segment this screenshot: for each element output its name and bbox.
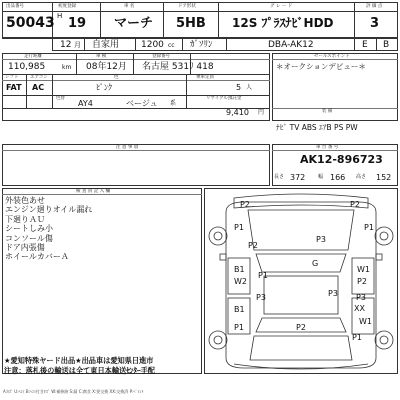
model-name: マーチ bbox=[114, 16, 154, 31]
damage-mark: B1 bbox=[234, 305, 245, 314]
year: 19 bbox=[68, 16, 87, 31]
mileage-label: 走行距離 bbox=[24, 54, 42, 59]
length: 372 bbox=[290, 173, 306, 182]
lot-label: 出品番号 bbox=[6, 4, 24, 9]
displacement: 1200 bbox=[141, 40, 164, 50]
damage-mark: P2 bbox=[248, 241, 258, 250]
damage-mark: P1 bbox=[234, 223, 244, 232]
chassis-title: 車 台 番 号 bbox=[316, 145, 339, 150]
damage-mark: P2 bbox=[350, 200, 360, 209]
grade-interior: B bbox=[383, 40, 390, 50]
damage-mark: P3 bbox=[356, 293, 366, 302]
ac: AC bbox=[32, 83, 45, 92]
inspection-line: コンソール傷 bbox=[5, 233, 53, 243]
damage-mark: P3 bbox=[316, 235, 326, 244]
inspection-notes bbox=[5, 196, 92, 262]
month: 12 bbox=[60, 40, 72, 50]
use-type: 自家用 bbox=[92, 40, 120, 50]
height-label: 高さ bbox=[356, 174, 367, 180]
inspection-line: ホイールカバーＡ bbox=[5, 252, 69, 262]
model-label: 車 名 bbox=[124, 4, 135, 9]
equipment: ﾅﾋﾞ TV ABS ｴｱB PS PW bbox=[276, 123, 358, 132]
length-label: 長さ bbox=[274, 174, 285, 180]
damage-mark: P1 bbox=[352, 333, 362, 342]
lot-number: 50043 bbox=[6, 15, 55, 31]
color-code: AY4 bbox=[78, 99, 93, 108]
damage-mark: W1 bbox=[359, 317, 372, 326]
mileage: 110,985 bbox=[8, 62, 46, 72]
recycle-unit: 円 bbox=[258, 109, 265, 116]
damage-mark: P2 bbox=[296, 323, 306, 332]
month-unit: 月 bbox=[74, 41, 81, 49]
seats: 5 bbox=[236, 83, 242, 92]
shaken-label: 車 検 bbox=[96, 54, 107, 59]
door-type: 5HB bbox=[176, 16, 206, 31]
plate-number: 名古屋 531ﾘ 418 bbox=[142, 62, 214, 72]
grade-exterior: E bbox=[362, 40, 368, 50]
damage-mark: W1 bbox=[357, 265, 370, 274]
colorno-label: 色替 bbox=[56, 96, 65, 101]
door-label: ドア形状 bbox=[178, 4, 196, 9]
pref-label: 登録番号 bbox=[152, 54, 170, 59]
recycle-fee: 9,410 bbox=[226, 108, 249, 117]
damage-mark: XX bbox=[354, 304, 365, 313]
interior-unit: 系 bbox=[170, 100, 177, 107]
seats-unit: 人 bbox=[246, 84, 253, 91]
fuel: ｶﾞｿﾘﾝ bbox=[190, 40, 213, 50]
damage-mark: P3 bbox=[256, 293, 266, 302]
inspection-line: 下廻りＡＵ bbox=[5, 214, 45, 224]
year-label: 初度登録 bbox=[58, 4, 76, 9]
score-label: 評 価 点 bbox=[366, 4, 383, 9]
color-label: 色 bbox=[114, 75, 119, 80]
inspection-line: エンジン廻りオイル漏れ bbox=[5, 205, 93, 215]
height: 152 bbox=[376, 173, 392, 182]
score: 3 bbox=[370, 16, 380, 31]
damage-mark: P1 bbox=[234, 323, 244, 332]
notes-title: 注 意 事 項 bbox=[116, 145, 139, 150]
displacement-unit: cc bbox=[168, 42, 175, 49]
color: ﾋﾟﾝｸ bbox=[96, 83, 112, 92]
damage-mark: P1 bbox=[364, 223, 374, 232]
grade-label: グ レ ー ド bbox=[270, 4, 293, 9]
legend-text: A:ｷｽﾞ U:ﾍｺﾐ B:ﾍｺﾐ付きｷｽﾞ W:補修跡 S:錆 C:腐食 X:要交換 XX:交換済 P:ﾍﾟｲﾝﾄ bbox=[3, 389, 144, 394]
damage-mark: G bbox=[312, 259, 319, 268]
width-label: 幅 bbox=[318, 174, 324, 180]
inspection-line: シートしみ小 bbox=[5, 224, 53, 234]
sales-point-title: セールスポイント bbox=[314, 54, 350, 59]
inspection-title: 検 査 員 記 入 欄 bbox=[76, 189, 111, 194]
ac-label: エアコン bbox=[30, 75, 48, 80]
shift: FAT bbox=[6, 83, 22, 92]
chassis-number: AK12-896723 bbox=[300, 153, 383, 166]
mileage-unit: km bbox=[62, 64, 72, 71]
damage-mark: P2 bbox=[357, 277, 367, 286]
width: 166 bbox=[330, 173, 346, 182]
era: H bbox=[57, 12, 63, 20]
footer-line-2: 注意：落札後の輸送は全て東日本輸送ｾﾝﾀｰ手配 bbox=[4, 366, 155, 375]
damage-mark: P1 bbox=[258, 271, 268, 280]
seats-label: 乗車定員 bbox=[196, 75, 214, 80]
shaken-date: 08年12月 bbox=[86, 62, 127, 72]
sales-point-text: ＊オークションデビュー＊ bbox=[276, 62, 366, 71]
damage-mark: W2 bbox=[234, 277, 247, 286]
grade: 12S ﾌﾟﾗｽﾅﾋﾞHDD bbox=[232, 16, 334, 30]
damage-mark: P3 bbox=[328, 289, 338, 298]
equipment-title: 装 備 bbox=[322, 109, 333, 114]
inspection-line: ドア内張傷 bbox=[5, 243, 45, 253]
interior-color: ベージュ bbox=[126, 99, 158, 108]
recycle-label: リサイクル預託金 bbox=[206, 96, 242, 101]
damage-mark: B1 bbox=[234, 265, 245, 274]
type-code: DBA-AK12 bbox=[268, 40, 314, 50]
inspection-line: 外装色あせ bbox=[5, 196, 45, 205]
footer-line-1: ★愛知特殊ヤード出品★出品車は愛知県日進市 bbox=[4, 356, 154, 365]
shift-label: シフト bbox=[5, 75, 19, 80]
damage-mark: P2 bbox=[240, 200, 250, 209]
